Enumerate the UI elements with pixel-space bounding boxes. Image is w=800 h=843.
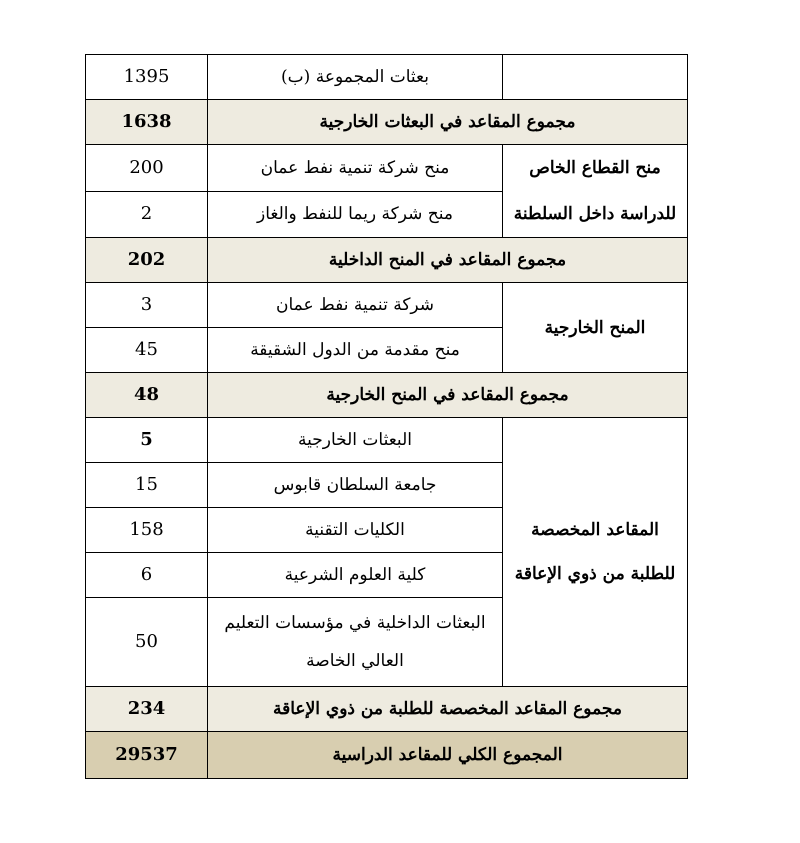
category-cell: منح القطاع الخاص للدراسة داخل السلطنة	[503, 145, 688, 238]
subtotal-row	[86, 100, 688, 145]
item-label: البعثات الخارجية	[208, 418, 503, 463]
grand-total-label: المجموع الكلي للمقاعد الدراسية	[208, 732, 688, 779]
seat-count: 5	[86, 418, 208, 463]
category-cell: المنح الخارجية	[503, 283, 688, 373]
category-cell: المقاعد المخصصة للطلبة من ذوي الإعاقة	[503, 418, 688, 687]
subtotal-row	[86, 373, 688, 418]
grand-total-row	[86, 732, 688, 779]
seat-count: 15	[86, 463, 208, 508]
subtotal-label: مجموع المقاعد في المنح الداخلية	[208, 238, 688, 283]
seat-count: 6	[86, 553, 208, 598]
seat-count: 50	[86, 598, 208, 687]
category-cell	[503, 55, 688, 100]
subtotal-value: 1638	[86, 100, 208, 145]
subtotal-value: 48	[86, 373, 208, 418]
subtotal-label: مجموع المقاعد في البعثات الخارجية	[208, 100, 688, 145]
item-label: كلية العلوم الشرعية	[208, 553, 503, 598]
subtotal-value: 234	[86, 687, 208, 732]
table-row	[86, 145, 688, 192]
seats-table	[85, 54, 688, 779]
table-row	[86, 55, 688, 100]
subtotal-label: مجموع المقاعد في المنح الخارجية	[208, 373, 688, 418]
item-label: منح شركة ريما للنفط والغاز	[208, 191, 503, 238]
seat-count: 158	[86, 508, 208, 553]
seat-count: 3	[86, 283, 208, 328]
item-label: جامعة السلطان قابوس	[208, 463, 503, 508]
subtotal-row	[86, 687, 688, 732]
table-row	[86, 418, 688, 463]
seat-count: 2	[86, 191, 208, 238]
item-label: الكليات التقنية	[208, 508, 503, 553]
item-label: البعثات الداخلية في مؤسسات التعليم العالي الخاصة	[208, 598, 503, 687]
subtotal-value: 202	[86, 238, 208, 283]
seat-count: 45	[86, 328, 208, 373]
subtotal-row	[86, 238, 688, 283]
grand-total-value: 29537	[86, 732, 208, 779]
item-label: منح مقدمة من الدول الشقيقة	[208, 328, 503, 373]
table-row	[86, 283, 688, 328]
seat-count: 200	[86, 145, 208, 192]
seat-count: 1395	[86, 55, 208, 100]
item-label: بعثات المجموعة (ب)	[208, 55, 503, 100]
subtotal-label: مجموع المقاعد المخصصة للطلبة من ذوي الإعاقة	[208, 687, 688, 732]
item-label: منح شركة تنمية نفط عمان	[208, 145, 503, 192]
item-label: شركة تنمية نفط عمان	[208, 283, 503, 328]
